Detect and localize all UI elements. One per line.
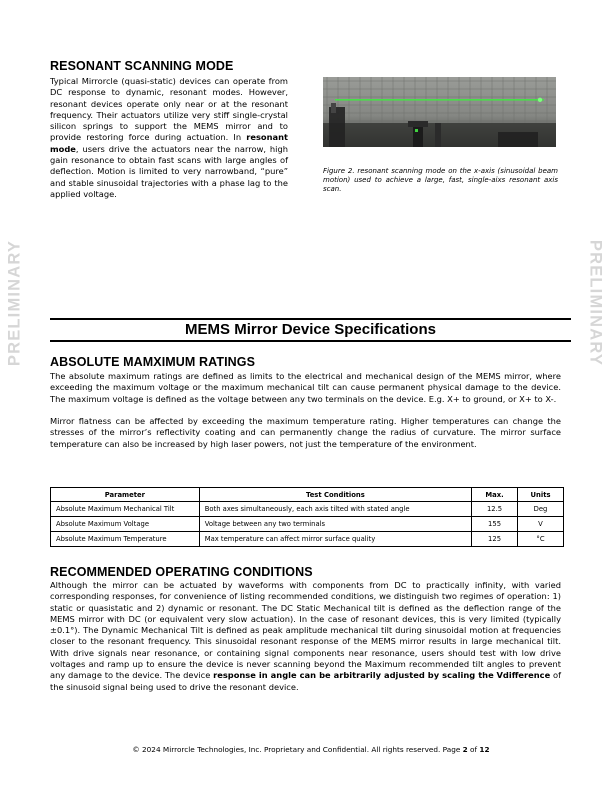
header-conditions: Test Conditions [199,488,471,502]
resonant-bold: resonant mode [50,132,288,154]
cell-units: Deg [518,502,564,517]
header-parameter: Parameter [51,488,200,502]
cell-parameter: Absolute Maximum Mechanical Tilt [51,502,200,517]
recommended-bold-2: Vdifference [496,670,551,681]
recommended-paragraph [50,580,561,693]
table-row [51,532,564,547]
recommended-bold-1: response in angle can be arbitrarily adjusted by scaling the [213,670,494,681]
resonant-text-b: , users drive the actuators near the narrow, high gain resonance to obtain fast scans with large angles of deflection. Motion is limited to very narrowband, “pure” and stable sinusoidal trajectories with a phase lag to the applied voltage. [50,143,288,199]
cell-units: °C [518,532,564,547]
recommended-heading: RECOMMENDED OPERATING CONDITIONS [50,565,313,579]
table-row [51,502,564,517]
cell-conditions: Voltage between any two terminals [199,517,471,532]
page-footer [50,745,572,754]
cell-max: 12.5 [472,502,518,517]
preliminary-watermark-left: PRELIMINARY [5,239,24,367]
cell-units: V [518,517,564,532]
figure-caption: Figure 2. resonant scanning mode on the x-axis (sinusoidal beam motion) used to achieve a large, fast, single-aixs resonant axis scan. [323,167,558,194]
preliminary-watermark-right: PRELIMINARY [586,239,605,367]
absolute-heading: ABSOLUTE MAMXIMUM RATINGS [50,355,256,369]
table-row [51,517,564,532]
absolute-paragraph-2: Mirror flatness can be affected by exceeding the maximum temperature rating. Higher temperatures can change the stresses of the mirror’s reflectivity coating and can permanently change the radius of curvature. The mirror surface temperature can also be increased by high laser powers, not just the temperature of the environment. [50,416,561,449]
footer-page-number: 2 [462,745,468,754]
figure-photo [323,77,556,147]
resonant-text-a: Typical Mirrorcle (quasi-static) devices can operate from DC response to dynamic, resonant modes. However, resonant devices operate only near or at the resonant frequency. Their actuators utilize very stiff single-crystal silicon springs to support the MEMS mirror and to provide restoring force during actuation. In [50,76,288,143]
cell-conditions: Both axes simultaneously, each axis tilted with stated angle [199,502,471,517]
footer-copyright: © 2024 Mirrorcle Technologies, Inc. Proprietary and Confidential. All rights reserved. Page [132,745,463,754]
header-units: Units [518,488,564,502]
banner-bottom-rule [50,340,571,342]
resonant-paragraph [50,76,288,200]
resonant-heading: RESONANT SCANNING MODE [50,59,234,73]
header-max: Max. [472,488,518,502]
footer-page-total: 12 [479,745,490,754]
footer-of: of [467,745,480,754]
cell-parameter: Absolute Maximum Temperature [51,532,200,547]
cell-conditions: Max temperature can affect mirror surface quality [199,532,471,547]
recommended-text-b: of the sinusoid signal being used to drive the resonant device. [50,670,561,692]
recommended-text-a: Although the mirror can be actuated by waveforms with components from DC to practically infinity, with varied corresponding responses, for convenience of listing recommended conditions, we distinguish two regimes of operation: 1) static or quasistatic and 2) dynamic or resonant. The DC Static Mechanical tilt is defined as the deflection range of the MEMS mirror with DC (or equivalent very slow actuation). In the case of resonant devices, this is very limited (typically ±0.1°). The Dynamic Mechanical Tilt is defined as peak amplitude mechanical tilt during sinusoidal motion at frequencies closer to the resonant frequency. This sinusoidal resonant response of the MEMS mirror results in large mechanical tilt. With drive signals near resonance, or containing signal components near resonance, users should test with low drive voltages and ramp up to ensure the device is never scanning beyond the Maximum recommended tilt angles to prevent any damage to the device. The device [50,580,561,681]
absolute-paragraph-1: The absolute maximum ratings are defined as limits to the electrical and mechanical design of the MEMS mirror, where exceeding the maximum voltage or the maximum mechanical tilt can cause permanent physical damage to the device. The maximum voltage is defined as the voltage between any two terminals on the device. E.g. X+ to ground, or X+ to X-. [50,371,561,404]
cell-max: 125 [472,532,518,547]
banner-title: MEMS Mirror Device Specifications [185,321,436,338]
absolute-ratings-table [50,487,564,547]
table-header-row [51,488,564,502]
cell-max: 155 [472,517,518,532]
cell-parameter: Absolute Maximum Voltage [51,517,200,532]
